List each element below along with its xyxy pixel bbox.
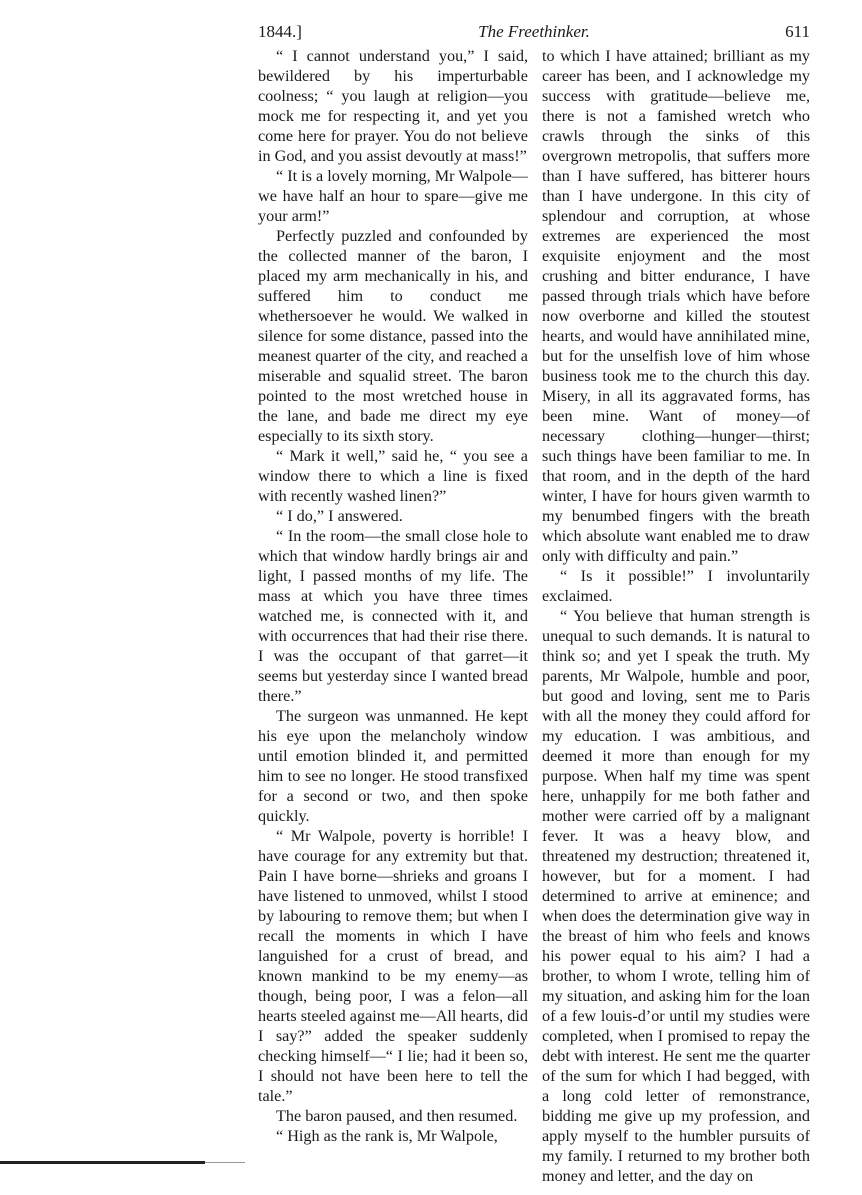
paragraph: “ Is it possible!” I involuntarily exclaimed. — [542, 567, 810, 605]
paragraph: Perfectly puzzled and confounded by the collected manner of the baron, I placed my arm mechanically in his, and suffered him to conduct me whethersoever he would. We walked in silence for some distance, passed into the meanest quarter of the city, and reached a miserable and squalid street. The baron pointed to the most wretched house in the lane, and bade me direct my eye especially to its sixth story. — [258, 227, 528, 445]
paragraph: “ Mark it well,” said he, “ you see a window there to which a line is fixed with recently washed linen?” — [258, 447, 528, 505]
right-column — [542, 46, 810, 1186]
paragraph: “ I cannot understand you,” I said, bewildered by his imperturbable coolness; “ you laugh at religion—you mock me for respecting it, and yet you come here for prayer. You do not believe in God, and you assist devoutly at mass!” — [258, 47, 528, 165]
paragraph: The baron paused, and then resumed. — [276, 1107, 518, 1125]
paragraph: “ Mr Walpole, poverty is horrible! I have courage for any extremity but that. Pain I have borne—shrieks and groans I have listened to unmoved, whilst I stood by labouring to remove them; but when I recall the moments in which I have languished for a crust of bread, and known mankind to be my enemy—as though, being poor, I was a felon—all hearts steeled against me—All hearts, did I say?” added the speaker suddenly checking himself—“ I lie; had it been so, I should not have been here to tell the tale.” — [258, 827, 528, 1105]
header-year: 1844.] — [258, 22, 302, 41]
paragraph: The surgeon was unmanned. He kept his eye upon the melancholy window until emotion blinded it, and permitted him to see no longer. He stood transfixed for a second or two, and then spoke quickly. — [258, 707, 528, 825]
footer-rule — [0, 1161, 205, 1164]
paragraph: “ High as the rank is, Mr Walpole, — [276, 1127, 498, 1145]
paragraph: “ I do,” I answered. — [276, 507, 403, 525]
footer-rule-fade — [205, 1162, 245, 1163]
paragraph: “ It is a lovely morning, Mr Walpole—we have half an hour to spare—give me your arm!” — [258, 167, 528, 225]
page-number: 611 — [785, 22, 810, 41]
paragraph-continuation: to which I have attained; brilliant as my career has been, and I acknowledge my success with gratitude—believe me, there is not a famished wretch who crawls through the sinks of this overgrown metropolis, that suffers more than I have suffered, has bitterer hours than I have undergone. In this city of splendour and corruption, at whose extremes are experienced the most exquisite enjoyment and the most crushing and bitter endurance, I have passed through trials which have before now overborne and killed the stoutest hearts, and would have annihilated mine, but for the unselfish love of him whose business took me to the church this day. Misery, in all its aggravated forms, has been mine. Want of money—of necessary clothing—hunger—thirst; such things have been familiar to me. In that room, and in the depth of the hard winter, I have for hours given warmth to my benumbed fingers with the breath which absolute want enabled me to draw only with difficulty and pain.” — [542, 47, 810, 565]
left-column — [258, 46, 528, 1146]
paragraph: “ In the room—the small close hole to which that window hardly brings air and light, I passed months of my life. The mass at which you have three times watched me, is connected with it, and with occurrences that had their rise there. I was the occupant of that garret—it seems but yesterday since I wanted bread there.” — [258, 527, 528, 705]
running-header — [258, 22, 810, 48]
paragraph: “ You believe that human strength is unequal to such demands. It is natural to think so; and yet I speak the truth. My parents, Mr Walpole, humble and poor, but good and loving, sent me to Paris with all the money they could afford for my education. I was ambitious, and deemed it more than enough for my purpose. When half my time was spent here, unhappily for me both father and mother were carried off by a malignant fever. It was a heavy blow, and threatened my destruction; threatened it, however, but for a moment. I had determined to arrive at eminence; and when does the determination give way in the breast of him who feels and knows his power equal to his aim? I had a brother, to whom I wrote, telling him of my situation, and asking him for the loan of a few louis-d’or until my studies were completed, when I promised to repay the debt with interest. He sent me the quarter of the sum for which I had begged, with a long cold letter of remonstrance, bidding me give up my profession, and apply myself to the humbler pursuits of my family. I returned to my brother both money and letter, and the day on — [542, 607, 810, 1185]
header-title: The Freethinker. — [478, 22, 590, 41]
